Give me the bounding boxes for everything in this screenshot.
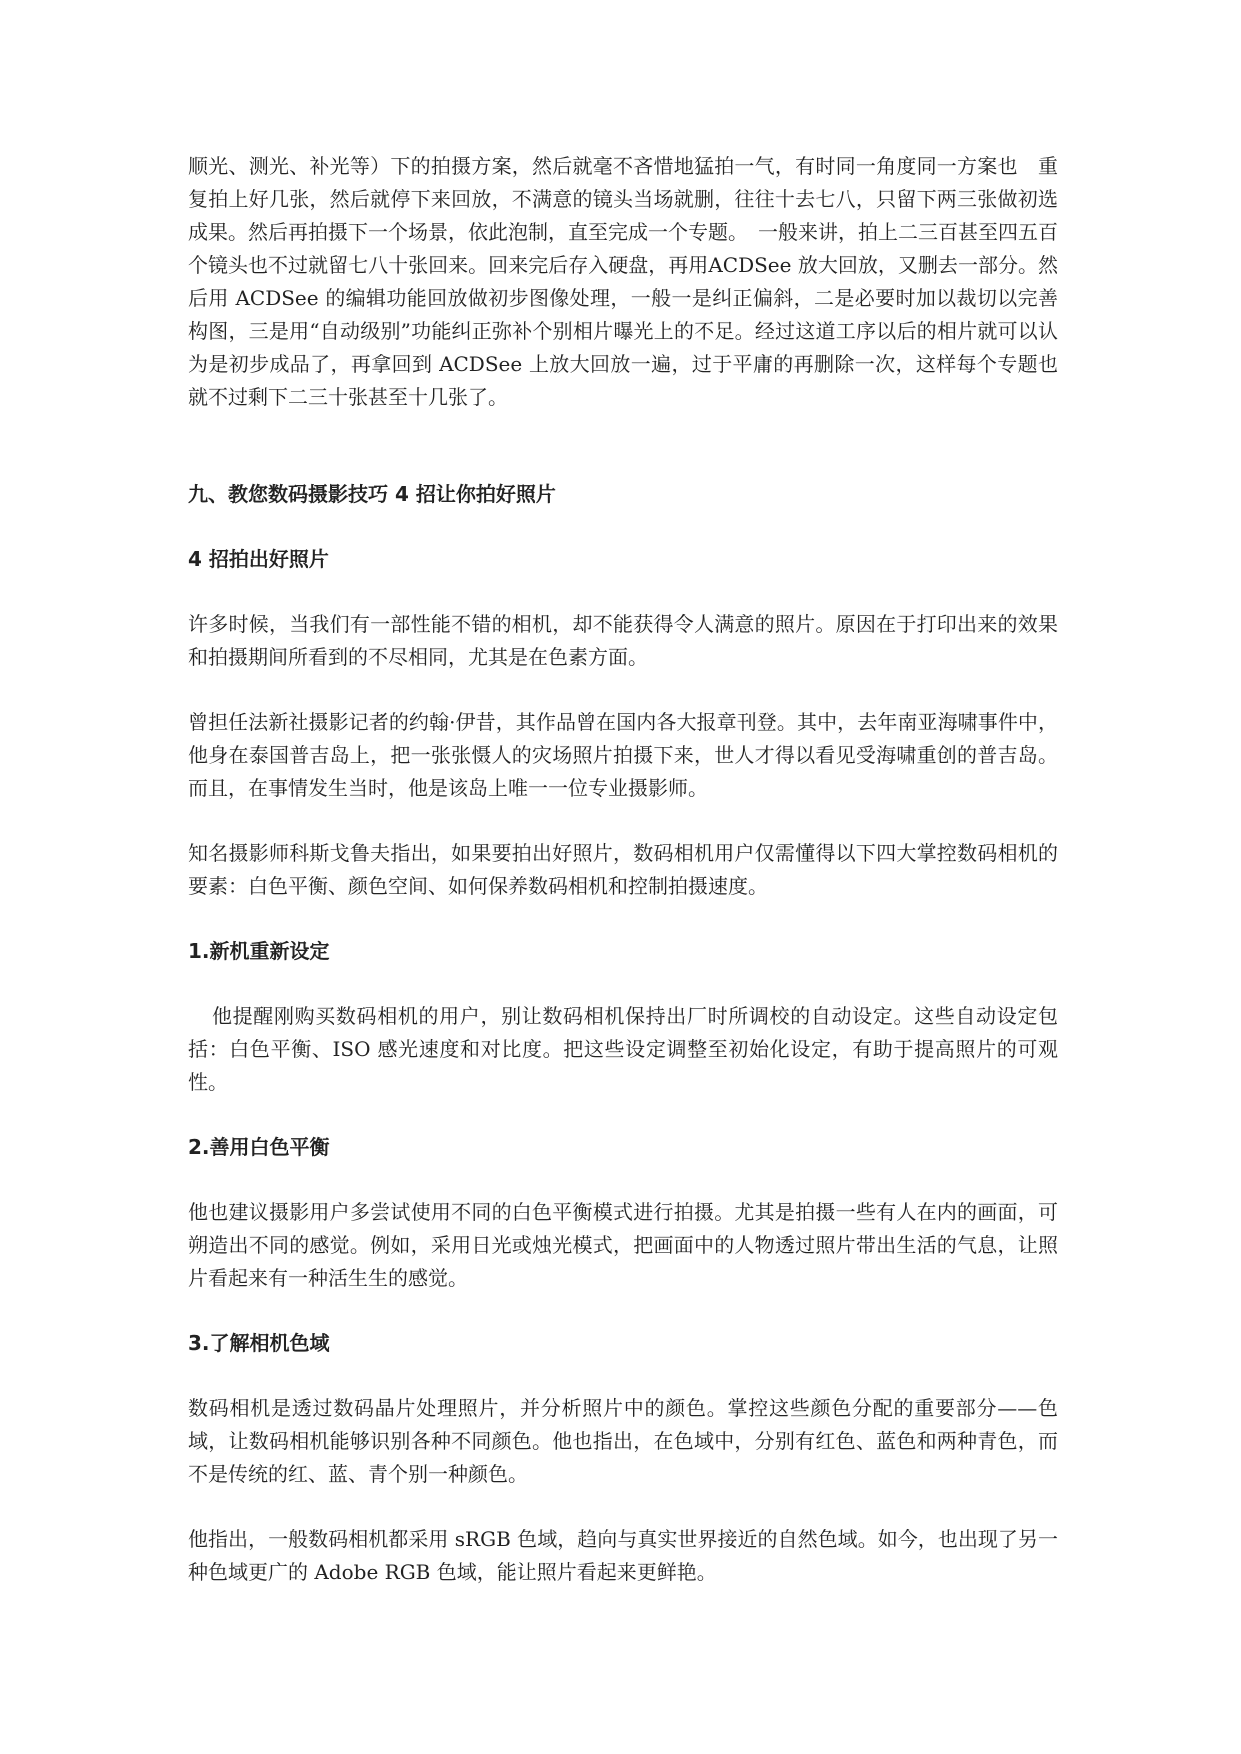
spacer (188, 414, 1058, 478)
spacer (188, 1099, 1058, 1131)
subsection-heading: 4 招拍出好照片 (188, 547, 329, 571)
spacer (188, 968, 1058, 1000)
section-heading: 九、教您数码摄影技巧 4 招让你拍好照片 (188, 482, 556, 506)
paragraph-tip-3: 数码相机是透过数码晶片处理照片，并分析照片中的颜色。掌控这些颜色分配的重要部分——色域，让数码相机能够识别各种不同颜色。他也指出，在色域中，分别有红色、蓝色和两种青色，而不是传统的红、蓝、青个别一种颜色。 (188, 1396, 1058, 1486)
paragraph-photographer: 曾担任法新社摄影记者的约翰·伊昔，其作品曾在国内各大报章刊登。其中，去年南亚海啸事件中，他身在泰国普吉岛上，把一张张慑人的灾场照片拍摄下来，世人才得以看见受海啸重创的普吉岛。而且，在事情发生当时，他是该岛上唯一一位专业摄影师。 (188, 710, 1058, 800)
spacer (188, 805, 1058, 837)
paragraph-tip-2: 他也建议摄影用户多尝试使用不同的白色平衡模式进行拍摄。尤其是拍摄一些有人在内的画面，可朔造出不同的感觉。例如，采用日光或烛光模式，把画面中的人物透过照片带出生活的气息，让照片看起来有一种活生生的感觉。 (188, 1200, 1058, 1290)
spacer (188, 674, 1058, 706)
spacer (188, 511, 1058, 543)
tip-heading-3: 3.了解相机色域 (188, 1331, 330, 1355)
spacer (188, 903, 1058, 935)
spacer (188, 1360, 1058, 1392)
spacer (188, 1164, 1058, 1196)
paragraph-four-elements: 知名摄影师科斯戈鲁夫指出，如果要拍出好照片，数码相机用户仅需懂得以下四大掌控数码相机的要素：白色平衡、颜色空间、如何保养数码相机和控制拍摄速度。 (188, 841, 1058, 898)
spacer (188, 1491, 1058, 1523)
paragraph-intro: 许多时候，当我们有一部性能不错的相机，却不能获得令人满意的照片。原因在于打印出来的效果和拍摄期间所看到的不尽相同，尤其是在色素方面。 (188, 612, 1058, 669)
spacer (188, 576, 1058, 608)
paragraph-tip-1: 他提醒刚购买数码相机的用户，别让数码相机保持出厂时所调校的自动设定。这些自动设定包括：白色平衡、ISO 感光速度和对比度。把这些设定调整至初始化设定，有助于提高照片的可观性。 (188, 1004, 1058, 1094)
document-page (188, 150, 1058, 1589)
spacer (188, 1295, 1058, 1327)
tip-heading-1: 1.新机重新设定 (188, 939, 330, 963)
paragraph-srgb: 他指出，一般数码相机都采用 sRGB 色域，趋向与真实世界接近的自然色域。如今，也出现了另一种色域更广的 Adobe RGB 色域，能让照片看起来更鲜艳。 (188, 1527, 1058, 1584)
paragraph-shooting-workflow: 顺光、测光、补光等）下的拍摄方案，然后就毫不吝惜地猛拍一气，有时同一角度同一方案也 重复拍上好几张，然后就停下来回放，不满意的镜头当场就删，往往十去七八，只留下两三张做初选成果。然后再拍摄下一个场景，依此泡制，直至完成一个专题。 一般来讲，拍上二三百甚至四五百个镜头也不过就留七八十张回来。回来完后存入硬盘，再用ACDSee 放大回放，又删去一部分。然后用 ACDSee 的编辑功能回放做初步图像处理，一般一是纠正偏斜，二是必要时加以裁切以完善构图，三是用“自动级别”功能纠正弥补个别相片曝光上的不足。经过这道工序以后的相片就可以认为是初步成品了，再拿回到 ACDSee 上放大回放一遍，过于平庸的再删除一次，这样每个专题也就不过剩下二三十张甚至十几张了。 (188, 154, 1058, 409)
tip-heading-2: 2.善用白色平衡 (188, 1135, 330, 1159)
